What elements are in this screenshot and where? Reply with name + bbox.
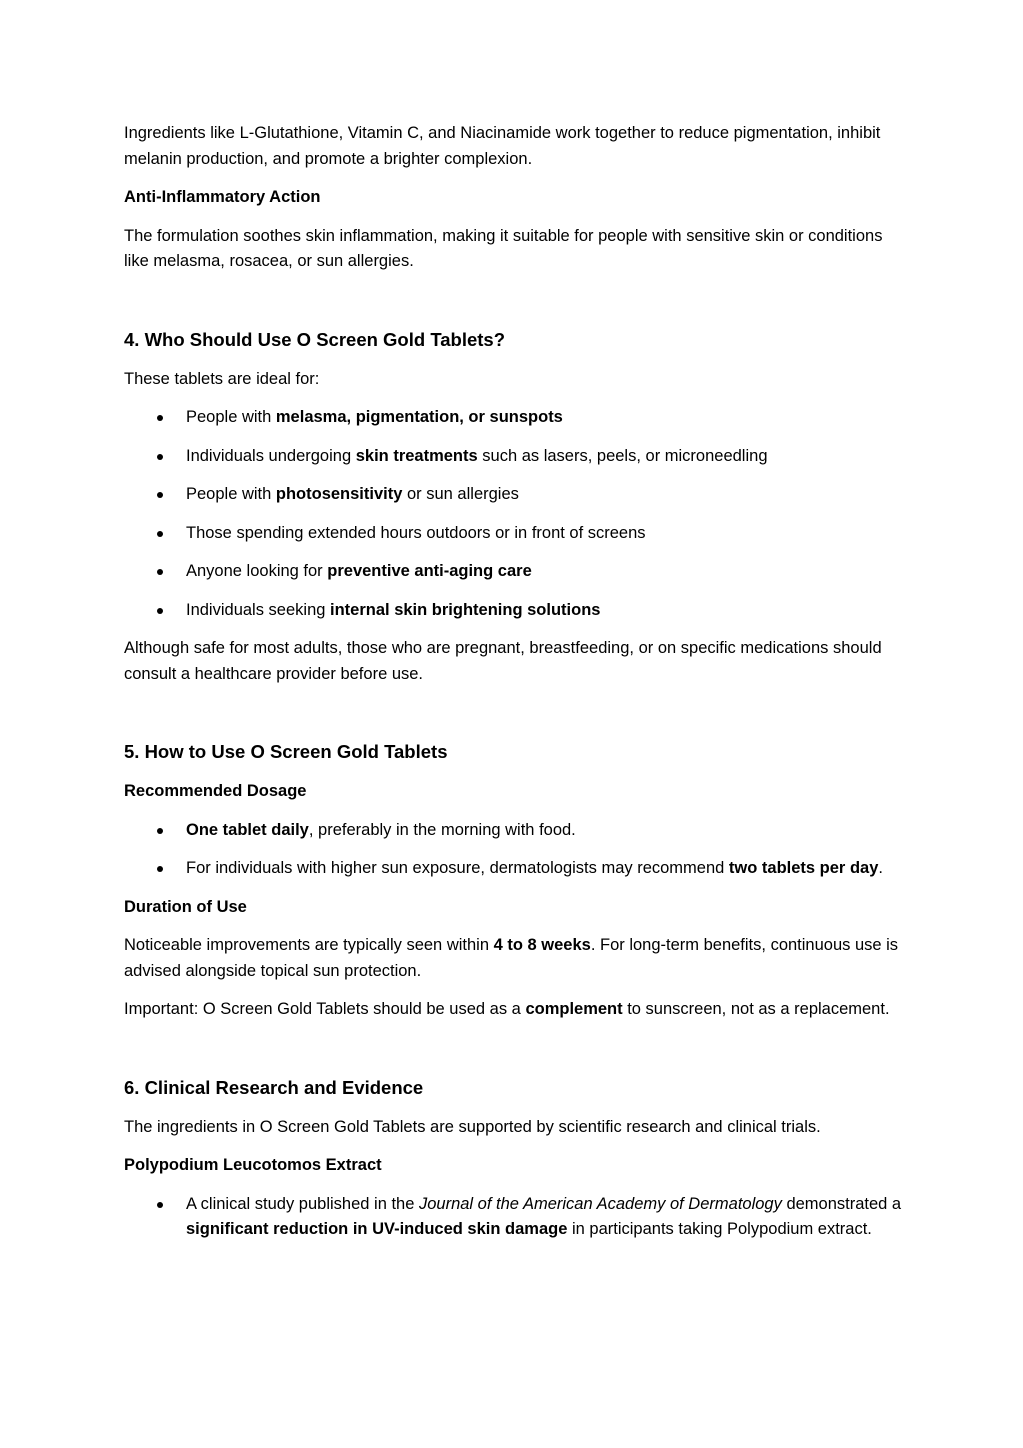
dosage-list [124, 818, 904, 882]
list-item: Individuals undergoing skin treatments such as lasers, peels, or microneedling [124, 444, 904, 470]
anti-inflammatory-paragraph: The formulation soothes skin inflammation, making it suitable for people with sensitive skin or conditions like melasma, rosacea, or sun allergies. [124, 226, 883, 270]
list-item: A clinical study published in the Journal of the American Academy of Dermatology demonstrated a significant reduction in UV-induced skin damage in participants taking Polypodium extract. [124, 1192, 904, 1243]
intro-paragraph: Ingredients like L-Glutathione, Vitamin C, and Niacinamide work together to reduce pigmentation, inhibit melanin production, and promote a brighter complexion. [124, 124, 881, 168]
duration-paragraph: Noticeable improvements are typically seen within 4 to 8 weeks. For long-term benefits, continuous use is advised alongside topical sun protection. [124, 936, 899, 980]
section-4-intro: These tablets are ideal for: [124, 369, 320, 388]
ideal-for-list [124, 405, 904, 623]
duration-heading: Duration of Use [124, 897, 247, 916]
list-item: Those spending extended hours outdoors or in front of screens [124, 521, 904, 547]
polypodium-heading: Polypodium Leucotomos Extract [124, 1156, 382, 1174]
research-list [124, 1192, 904, 1243]
document-page [124, 121, 904, 1256]
important-paragraph: Important: O Screen Gold Tablets should be used as a complement to sunscreen, not as a replacement. [124, 1000, 890, 1018]
list-item: People with melasma, pigmentation, or sunspots [124, 405, 904, 431]
section-6-intro: The ingredients in O Screen Gold Tablets are supported by scientific research and clinical trials. [124, 1117, 821, 1136]
anti-inflammatory-heading: Anti-Inflammatory Action [124, 188, 321, 206]
list-item: Individuals seeking internal skin brightening solutions [124, 598, 904, 624]
safety-note: Although safe for most adults, those who are pregnant, breastfeeding, or on specific medications should consult a healthcare provider before use. [124, 639, 882, 683]
section-6-heading: 6. Clinical Research and Evidence [124, 1076, 424, 1098]
list-item: For individuals with higher sun exposure, dermatologists may recommend two tablets per day. [124, 856, 904, 882]
list-item: Anyone looking for preventive anti-aging care [124, 559, 904, 585]
list-item: One tablet daily, preferably in the morning with food. [124, 818, 904, 844]
section-5-heading: 5. How to Use O Screen Gold Tablets [124, 741, 448, 762]
section-4-heading: 4. Who Should Use O Screen Gold Tablets? [124, 328, 506, 350]
list-item: People with photosensitivity or sun allergies [124, 482, 904, 508]
dosage-heading: Recommended Dosage [124, 782, 307, 800]
